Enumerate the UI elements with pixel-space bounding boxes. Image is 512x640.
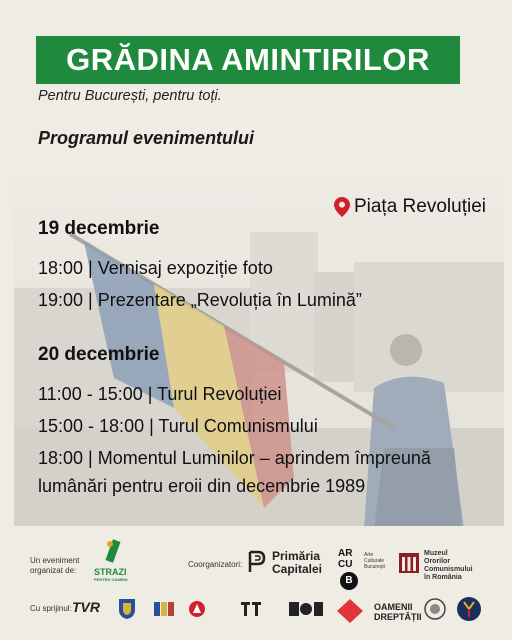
event-title: GRĂDINA AMINTIRILOR bbox=[36, 36, 460, 84]
schedule-item: 11:00 - 15:00 | Turul Revoluției bbox=[38, 384, 282, 404]
day-heading: 19 decembrie bbox=[38, 218, 160, 239]
partner-logo-icon bbox=[288, 600, 324, 618]
tvr-logo: TVR bbox=[72, 599, 100, 615]
location bbox=[334, 196, 486, 218]
partner-logo-icon bbox=[152, 600, 176, 618]
seal-icon bbox=[424, 598, 446, 620]
support-label: Cu sprijinul: bbox=[30, 604, 72, 613]
museum-logo-text: Muzeul Ororilor Comunismului în România bbox=[424, 550, 473, 581]
arcub-logo: AR CU B bbox=[338, 548, 362, 594]
map-pin-icon bbox=[334, 197, 350, 217]
oamenii-dreptatii-logo: OAMENII DREPTĂȚII bbox=[374, 602, 422, 622]
museum-logo-icon bbox=[398, 552, 420, 574]
partner-logo-icon bbox=[188, 600, 206, 618]
partner-logo-icon bbox=[336, 598, 364, 624]
organizer-label: Un eveniment organizat de: bbox=[30, 556, 80, 575]
partner-logo-icon bbox=[240, 600, 262, 618]
coorganizers-label: Coorganizatori: bbox=[188, 560, 243, 569]
strazi-figure-icon bbox=[92, 538, 132, 568]
primaria-logo-text: Primăria Capitalei bbox=[272, 549, 323, 576]
schedule-item: 19:00 | Prezentare „Revoluția în Lumină” bbox=[38, 290, 362, 310]
schedule-item: lumânări pentru eroii din decembrie 1989 bbox=[38, 476, 366, 496]
partner-emblem-icon bbox=[456, 596, 482, 622]
schedule-item: 15:00 - 18:00 | Turul Comunismului bbox=[38, 416, 318, 436]
schedule-item: 18:00 | Vernisaj expoziție foto bbox=[38, 258, 273, 278]
schedule-item: 18:00 | Momentul Luminilor – aprindem împreună bbox=[38, 448, 431, 468]
primaria-logo-icon bbox=[246, 550, 268, 574]
event-subtitle: Pentru București, pentru toți. bbox=[38, 88, 222, 104]
day-heading: 20 decembrie bbox=[38, 344, 160, 365]
arcub-logo-text: Arte Culturale București bbox=[364, 552, 385, 570]
coat-of-arms-icon bbox=[118, 598, 136, 620]
event-photo-panel bbox=[14, 178, 504, 526]
program-heading: Programul evenimentului bbox=[38, 128, 255, 148]
location-label: Piața Revoluției bbox=[353, 196, 486, 217]
strazi-logo: STRAZI PENTRU OAMENI bbox=[92, 538, 132, 586]
